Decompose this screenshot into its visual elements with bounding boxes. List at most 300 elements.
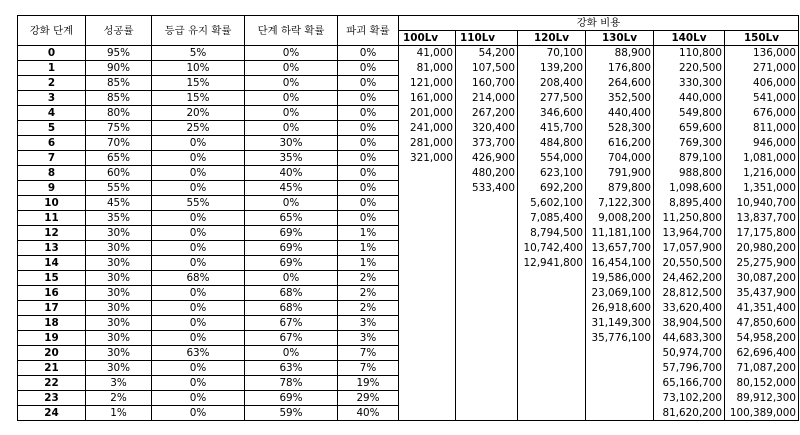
stage-cell: 13 bbox=[18, 241, 86, 256]
keep-rate-cell: 55% bbox=[152, 196, 245, 211]
cost-cell bbox=[456, 376, 518, 391]
cost-cell: 946,000 bbox=[725, 136, 799, 151]
cost-cell: 406,000 bbox=[725, 76, 799, 91]
cost-cell bbox=[399, 226, 456, 241]
success-rate-cell: 75% bbox=[86, 121, 152, 136]
cost-cell bbox=[399, 376, 456, 391]
drop-rate-cell: 69% bbox=[245, 256, 338, 271]
cost-cell: 659,600 bbox=[654, 121, 725, 136]
cost-cell: 33,620,400 bbox=[654, 301, 725, 316]
table-row bbox=[18, 76, 799, 91]
cost-cell: 352,500 bbox=[586, 91, 654, 106]
destroy-rate-cell: 0% bbox=[338, 166, 399, 181]
keep-rate-cell: 0% bbox=[152, 256, 245, 271]
keep-rate-cell: 0% bbox=[152, 166, 245, 181]
cost-cell: 201,000 bbox=[399, 106, 456, 121]
cost-cell: 704,000 bbox=[586, 151, 654, 166]
success-rate-cell: 1% bbox=[86, 406, 152, 421]
stage-cell: 6 bbox=[18, 136, 86, 151]
cost-cell: 241,000 bbox=[399, 121, 456, 136]
keep-rate-cell: 0% bbox=[152, 301, 245, 316]
cost-cell: 214,000 bbox=[456, 91, 518, 106]
header-stage: 강화 단계 bbox=[18, 16, 86, 46]
stage-cell: 21 bbox=[18, 361, 86, 376]
cost-cell bbox=[399, 301, 456, 316]
table-row bbox=[18, 196, 799, 211]
stage-cell: 5 bbox=[18, 121, 86, 136]
destroy-rate-cell: 0% bbox=[338, 91, 399, 106]
cost-cell: 100,389,000 bbox=[725, 406, 799, 421]
success-rate-cell: 85% bbox=[86, 91, 152, 106]
drop-rate-cell: 68% bbox=[245, 286, 338, 301]
destroy-rate-cell: 1% bbox=[338, 241, 399, 256]
table-row bbox=[18, 241, 799, 256]
cost-cell bbox=[399, 286, 456, 301]
destroy-rate-cell: 3% bbox=[338, 331, 399, 346]
cost-cell bbox=[456, 361, 518, 376]
destroy-rate-cell: 0% bbox=[338, 106, 399, 121]
cost-cell: 13,964,700 bbox=[654, 226, 725, 241]
cost-cell: 8,895,400 bbox=[654, 196, 725, 211]
cost-cell: 676,000 bbox=[725, 106, 799, 121]
cost-cell bbox=[456, 301, 518, 316]
table-row bbox=[18, 226, 799, 241]
cost-cell bbox=[518, 391, 586, 406]
drop-rate-cell: 59% bbox=[245, 406, 338, 421]
keep-rate-cell: 0% bbox=[152, 211, 245, 226]
destroy-rate-cell: 0% bbox=[338, 211, 399, 226]
keep-rate-cell: 0% bbox=[152, 226, 245, 241]
drop-rate-cell: 0% bbox=[245, 46, 338, 61]
success-rate-cell: 65% bbox=[86, 151, 152, 166]
keep-rate-cell: 0% bbox=[152, 286, 245, 301]
cost-cell bbox=[586, 391, 654, 406]
table-row bbox=[18, 136, 799, 151]
keep-rate-cell: 0% bbox=[152, 136, 245, 151]
keep-rate-cell: 0% bbox=[152, 241, 245, 256]
stage-cell: 14 bbox=[18, 256, 86, 271]
cost-cell: 271,000 bbox=[725, 61, 799, 76]
cost-cell: 9,008,200 bbox=[586, 211, 654, 226]
success-rate-cell: 60% bbox=[86, 166, 152, 181]
success-rate-cell: 55% bbox=[86, 181, 152, 196]
destroy-rate-cell: 2% bbox=[338, 286, 399, 301]
cost-cell bbox=[456, 316, 518, 331]
keep-rate-cell: 10% bbox=[152, 61, 245, 76]
keep-rate-cell: 20% bbox=[152, 106, 245, 121]
cost-cell: 62,696,400 bbox=[725, 346, 799, 361]
cost-cell: 30,087,200 bbox=[725, 271, 799, 286]
header-success-rate: 성공률 bbox=[86, 16, 152, 46]
cost-cell: 373,700 bbox=[456, 136, 518, 151]
cost-cell: 10,742,400 bbox=[518, 241, 586, 256]
success-rate-cell: 85% bbox=[86, 76, 152, 91]
cost-cell: 10,940,700 bbox=[725, 196, 799, 211]
success-rate-cell: 30% bbox=[86, 256, 152, 271]
stage-cell: 10 bbox=[18, 196, 86, 211]
cost-cell: 70,100 bbox=[518, 46, 586, 61]
header-level: 110Lv bbox=[456, 31, 518, 46]
table-row bbox=[18, 151, 799, 166]
destroy-rate-cell: 3% bbox=[338, 316, 399, 331]
keep-rate-cell: 68% bbox=[152, 271, 245, 286]
cost-cell: 12,941,800 bbox=[518, 256, 586, 271]
cost-cell: 11,181,100 bbox=[586, 226, 654, 241]
cost-cell: 20,550,500 bbox=[654, 256, 725, 271]
cost-cell: 41,351,400 bbox=[725, 301, 799, 316]
success-rate-cell: 30% bbox=[86, 301, 152, 316]
cost-cell: 1,351,000 bbox=[725, 181, 799, 196]
table-row bbox=[18, 271, 799, 286]
cost-cell: 7,122,300 bbox=[586, 196, 654, 211]
drop-rate-cell: 35% bbox=[245, 151, 338, 166]
stage-cell: 8 bbox=[18, 166, 86, 181]
cost-cell: 321,000 bbox=[399, 151, 456, 166]
cost-cell bbox=[518, 346, 586, 361]
table-row bbox=[18, 391, 799, 406]
cost-cell: 330,300 bbox=[654, 76, 725, 91]
cost-cell: 7,085,400 bbox=[518, 211, 586, 226]
keep-rate-cell: 0% bbox=[152, 331, 245, 346]
cost-cell: 17,175,800 bbox=[725, 226, 799, 241]
cost-cell: 176,800 bbox=[586, 61, 654, 76]
table-row bbox=[18, 166, 799, 181]
table-row bbox=[18, 61, 799, 76]
cost-cell: 19,586,000 bbox=[586, 271, 654, 286]
cost-cell bbox=[399, 331, 456, 346]
cost-cell: 267,200 bbox=[456, 106, 518, 121]
destroy-rate-cell: 0% bbox=[338, 61, 399, 76]
cost-cell bbox=[399, 406, 456, 421]
cost-cell: 13,837,700 bbox=[725, 211, 799, 226]
keep-rate-cell: 0% bbox=[152, 361, 245, 376]
cost-cell bbox=[456, 391, 518, 406]
cost-cell: 35,776,100 bbox=[586, 331, 654, 346]
cost-cell bbox=[399, 241, 456, 256]
cost-cell: 426,900 bbox=[456, 151, 518, 166]
cost-cell: 81,620,200 bbox=[654, 406, 725, 421]
success-rate-cell: 30% bbox=[86, 241, 152, 256]
destroy-rate-cell: 0% bbox=[338, 76, 399, 91]
table-row bbox=[18, 121, 799, 136]
table-header bbox=[18, 16, 799, 46]
drop-rate-cell: 30% bbox=[245, 136, 338, 151]
cost-cell bbox=[399, 346, 456, 361]
cost-cell: 88,900 bbox=[586, 46, 654, 61]
destroy-rate-cell: 1% bbox=[338, 226, 399, 241]
stage-cell: 16 bbox=[18, 286, 86, 301]
success-rate-cell: 80% bbox=[86, 106, 152, 121]
header-destroy-rate: 파괴 확률 bbox=[338, 16, 399, 46]
keep-rate-cell: 15% bbox=[152, 91, 245, 106]
cost-cell: 623,100 bbox=[518, 166, 586, 181]
cost-cell bbox=[456, 226, 518, 241]
success-rate-cell: 35% bbox=[86, 211, 152, 226]
stage-cell: 9 bbox=[18, 181, 86, 196]
cost-cell: 65,166,700 bbox=[654, 376, 725, 391]
cost-cell: 81,000 bbox=[399, 61, 456, 76]
success-rate-cell: 45% bbox=[86, 196, 152, 211]
cost-cell: 440,000 bbox=[654, 91, 725, 106]
cost-cell bbox=[399, 271, 456, 286]
keep-rate-cell: 5% bbox=[152, 46, 245, 61]
cost-cell: 54,958,200 bbox=[725, 331, 799, 346]
keep-rate-cell: 15% bbox=[152, 76, 245, 91]
destroy-rate-cell: 0% bbox=[338, 196, 399, 211]
cost-cell: 136,000 bbox=[725, 46, 799, 61]
cost-cell: 57,796,700 bbox=[654, 361, 725, 376]
cost-cell: 44,683,300 bbox=[654, 331, 725, 346]
cost-cell bbox=[399, 361, 456, 376]
table-row bbox=[18, 316, 799, 331]
drop-rate-cell: 0% bbox=[245, 76, 338, 91]
cost-cell bbox=[518, 331, 586, 346]
cost-cell: 1,098,600 bbox=[654, 181, 725, 196]
cost-cell: 1,081,000 bbox=[725, 151, 799, 166]
drop-rate-cell: 68% bbox=[245, 301, 338, 316]
cost-cell bbox=[456, 406, 518, 421]
cost-cell: 47,850,600 bbox=[725, 316, 799, 331]
success-rate-cell: 30% bbox=[86, 361, 152, 376]
stage-cell: 17 bbox=[18, 301, 86, 316]
cost-cell bbox=[456, 241, 518, 256]
enhancement-table-container bbox=[17, 15, 799, 421]
drop-rate-cell: 69% bbox=[245, 241, 338, 256]
destroy-rate-cell: 0% bbox=[338, 151, 399, 166]
drop-rate-cell: 0% bbox=[245, 196, 338, 211]
cost-cell bbox=[518, 361, 586, 376]
drop-rate-cell: 0% bbox=[245, 346, 338, 361]
keep-rate-cell: 0% bbox=[152, 391, 245, 406]
cost-cell: 50,974,700 bbox=[654, 346, 725, 361]
stage-cell: 24 bbox=[18, 406, 86, 421]
destroy-rate-cell: 19% bbox=[338, 376, 399, 391]
cost-cell: 28,812,500 bbox=[654, 286, 725, 301]
cost-cell bbox=[518, 376, 586, 391]
cost-cell: 54,200 bbox=[456, 46, 518, 61]
destroy-rate-cell: 1% bbox=[338, 256, 399, 271]
table-row bbox=[18, 331, 799, 346]
table-row bbox=[18, 406, 799, 421]
cost-cell bbox=[456, 346, 518, 361]
cost-cell: 879,100 bbox=[654, 151, 725, 166]
stage-cell: 0 bbox=[18, 46, 86, 61]
cost-cell: 533,400 bbox=[456, 181, 518, 196]
stage-cell: 23 bbox=[18, 391, 86, 406]
cost-cell: 80,152,000 bbox=[725, 376, 799, 391]
cost-cell bbox=[456, 271, 518, 286]
cost-cell bbox=[456, 256, 518, 271]
destroy-rate-cell: 0% bbox=[338, 136, 399, 151]
stage-cell: 18 bbox=[18, 316, 86, 331]
stage-cell: 22 bbox=[18, 376, 86, 391]
table-row bbox=[18, 91, 799, 106]
success-rate-cell: 30% bbox=[86, 286, 152, 301]
drop-rate-cell: 67% bbox=[245, 331, 338, 346]
keep-rate-cell: 25% bbox=[152, 121, 245, 136]
cost-cell bbox=[399, 211, 456, 226]
cost-cell: 107,500 bbox=[456, 61, 518, 76]
table-row bbox=[18, 286, 799, 301]
cost-cell: 988,800 bbox=[654, 166, 725, 181]
cost-cell: 220,500 bbox=[654, 61, 725, 76]
cost-cell: 20,980,200 bbox=[725, 241, 799, 256]
cost-cell: 73,102,200 bbox=[654, 391, 725, 406]
cost-cell: 5,602,100 bbox=[518, 196, 586, 211]
cost-cell: 11,250,800 bbox=[654, 211, 725, 226]
cost-cell: 13,657,700 bbox=[586, 241, 654, 256]
destroy-rate-cell: 0% bbox=[338, 181, 399, 196]
cost-cell bbox=[586, 346, 654, 361]
stage-cell: 3 bbox=[18, 91, 86, 106]
destroy-rate-cell: 7% bbox=[338, 361, 399, 376]
cost-cell: 161,000 bbox=[399, 91, 456, 106]
cost-cell: 264,600 bbox=[586, 76, 654, 91]
stage-cell: 19 bbox=[18, 331, 86, 346]
drop-rate-cell: 65% bbox=[245, 211, 338, 226]
cost-cell: 484,800 bbox=[518, 136, 586, 151]
cost-cell bbox=[586, 361, 654, 376]
cost-cell: 554,000 bbox=[518, 151, 586, 166]
cost-cell bbox=[518, 271, 586, 286]
table-row bbox=[18, 106, 799, 121]
cost-cell: 71,087,200 bbox=[725, 361, 799, 376]
stage-cell: 12 bbox=[18, 226, 86, 241]
stage-cell: 1 bbox=[18, 61, 86, 76]
cost-cell: 616,200 bbox=[586, 136, 654, 151]
header-level: 150Lv bbox=[725, 31, 799, 46]
cost-cell bbox=[586, 406, 654, 421]
table-row bbox=[18, 346, 799, 361]
drop-rate-cell: 0% bbox=[245, 121, 338, 136]
cost-cell: 277,500 bbox=[518, 91, 586, 106]
cost-cell: 8,794,500 bbox=[518, 226, 586, 241]
cost-cell: 440,400 bbox=[586, 106, 654, 121]
destroy-rate-cell: 2% bbox=[338, 271, 399, 286]
header-drop-rate: 단계 하락 확률 bbox=[245, 16, 338, 46]
cost-cell: 35,437,900 bbox=[725, 286, 799, 301]
cost-cell: 26,918,600 bbox=[586, 301, 654, 316]
cost-cell: 480,200 bbox=[456, 166, 518, 181]
success-rate-cell: 30% bbox=[86, 346, 152, 361]
cost-cell: 121,000 bbox=[399, 76, 456, 91]
drop-rate-cell: 0% bbox=[245, 106, 338, 121]
cost-cell: 320,400 bbox=[456, 121, 518, 136]
cost-cell bbox=[518, 316, 586, 331]
drop-rate-cell: 0% bbox=[245, 91, 338, 106]
success-rate-cell: 30% bbox=[86, 331, 152, 346]
destroy-rate-cell: 40% bbox=[338, 406, 399, 421]
cost-cell bbox=[518, 406, 586, 421]
success-rate-cell: 95% bbox=[86, 46, 152, 61]
drop-rate-cell: 67% bbox=[245, 316, 338, 331]
cost-cell bbox=[399, 196, 456, 211]
stage-cell: 15 bbox=[18, 271, 86, 286]
success-rate-cell: 3% bbox=[86, 376, 152, 391]
cost-cell: 415,700 bbox=[518, 121, 586, 136]
cost-cell: 139,200 bbox=[518, 61, 586, 76]
cost-cell: 160,700 bbox=[456, 76, 518, 91]
cost-cell: 769,300 bbox=[654, 136, 725, 151]
cost-cell: 89,912,300 bbox=[725, 391, 799, 406]
destroy-rate-cell: 0% bbox=[338, 121, 399, 136]
cost-cell: 110,800 bbox=[654, 46, 725, 61]
header-cost: 강화 비용 bbox=[399, 16, 799, 31]
cost-cell bbox=[456, 196, 518, 211]
destroy-rate-cell: 7% bbox=[338, 346, 399, 361]
destroy-rate-cell: 0% bbox=[338, 46, 399, 61]
table-row bbox=[18, 181, 799, 196]
success-rate-cell: 30% bbox=[86, 226, 152, 241]
cost-cell: 16,454,100 bbox=[586, 256, 654, 271]
success-rate-cell: 30% bbox=[86, 316, 152, 331]
cost-cell: 38,904,500 bbox=[654, 316, 725, 331]
stage-cell: 2 bbox=[18, 76, 86, 91]
success-rate-cell: 70% bbox=[86, 136, 152, 151]
cost-cell: 23,069,100 bbox=[586, 286, 654, 301]
stage-cell: 11 bbox=[18, 211, 86, 226]
keep-rate-cell: 0% bbox=[152, 181, 245, 196]
drop-rate-cell: 45% bbox=[245, 181, 338, 196]
drop-rate-cell: 0% bbox=[245, 61, 338, 76]
table-row bbox=[18, 256, 799, 271]
cost-cell: 281,000 bbox=[399, 136, 456, 151]
stage-cell: 7 bbox=[18, 151, 86, 166]
cost-cell: 549,800 bbox=[654, 106, 725, 121]
cost-cell: 25,275,900 bbox=[725, 256, 799, 271]
destroy-rate-cell: 29% bbox=[338, 391, 399, 406]
keep-rate-cell: 0% bbox=[152, 376, 245, 391]
header-level: 140Lv bbox=[654, 31, 725, 46]
stage-cell: 20 bbox=[18, 346, 86, 361]
cost-cell: 879,800 bbox=[586, 181, 654, 196]
cost-cell: 31,149,300 bbox=[586, 316, 654, 331]
cost-cell: 24,462,200 bbox=[654, 271, 725, 286]
cost-cell: 811,000 bbox=[725, 121, 799, 136]
table-row bbox=[18, 361, 799, 376]
success-rate-cell: 90% bbox=[86, 61, 152, 76]
header-level: 120Lv bbox=[518, 31, 586, 46]
header-keep-rate: 등급 유지 확률 bbox=[152, 16, 245, 46]
keep-rate-cell: 0% bbox=[152, 151, 245, 166]
drop-rate-cell: 0% bbox=[245, 271, 338, 286]
cost-cell: 208,400 bbox=[518, 76, 586, 91]
cost-cell bbox=[399, 256, 456, 271]
cost-cell bbox=[456, 286, 518, 301]
cost-cell: 17,057,900 bbox=[654, 241, 725, 256]
drop-rate-cell: 78% bbox=[245, 376, 338, 391]
header-level: 130Lv bbox=[586, 31, 654, 46]
cost-cell: 541,000 bbox=[725, 91, 799, 106]
drop-rate-cell: 63% bbox=[245, 361, 338, 376]
cost-cell bbox=[399, 391, 456, 406]
cost-cell bbox=[456, 331, 518, 346]
table-row bbox=[18, 46, 799, 61]
stage-cell: 4 bbox=[18, 106, 86, 121]
cost-cell bbox=[456, 211, 518, 226]
table-row bbox=[18, 301, 799, 316]
table-row bbox=[18, 376, 799, 391]
cost-cell bbox=[399, 166, 456, 181]
header-level: 100Lv bbox=[399, 31, 456, 46]
success-rate-cell: 30% bbox=[86, 271, 152, 286]
keep-rate-cell: 0% bbox=[152, 316, 245, 331]
enhancement-table bbox=[17, 15, 799, 421]
drop-rate-cell: 69% bbox=[245, 226, 338, 241]
cost-cell bbox=[518, 286, 586, 301]
keep-rate-cell: 0% bbox=[152, 406, 245, 421]
cost-cell bbox=[586, 376, 654, 391]
